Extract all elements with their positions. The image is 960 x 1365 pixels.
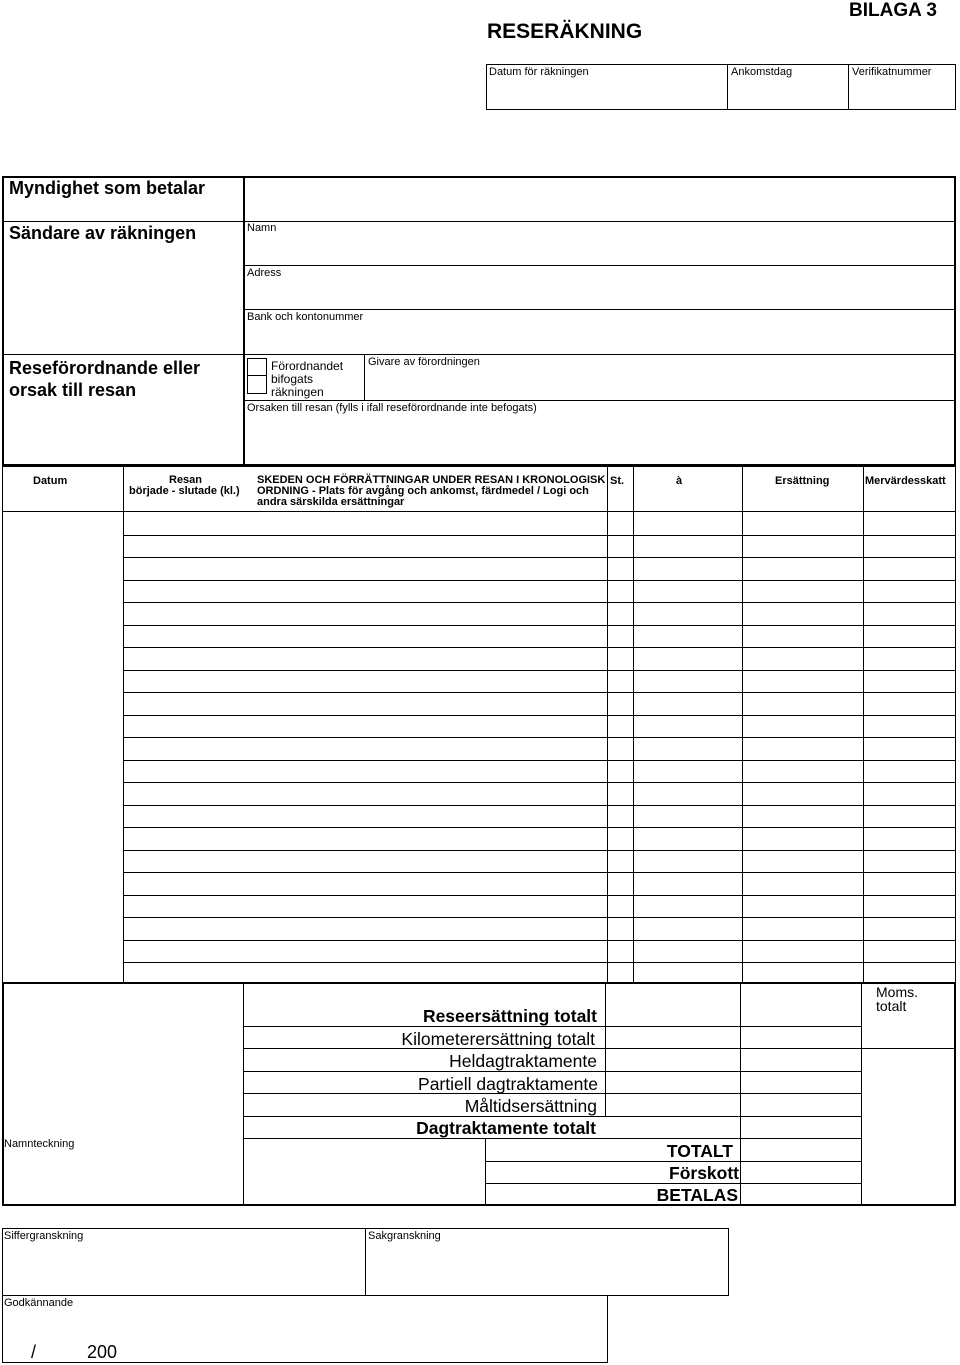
address-field[interactable]: Adress <box>247 267 282 279</box>
travel-total-value[interactable] <box>742 1006 860 1026</box>
col-trip-header-2: började - slutade (kl.) <box>129 485 240 497</box>
sender-label: Sändare av räkningen <box>9 223 197 243</box>
approval-field[interactable]: Godkännande <box>4 1297 74 1309</box>
col-trip-header-1: Resan <box>169 474 203 486</box>
partial-allowance-label: Partiell dagtraktamente <box>418 1074 598 1094</box>
approval-year-prefix: 200 <box>87 1342 118 1362</box>
col-stages-header-3: andra särskilda ersättningar <box>257 496 405 508</box>
amount-payable-value[interactable] <box>742 1185 860 1205</box>
order-giver-field[interactable]: Givare av förordningen <box>368 356 480 368</box>
grand-total-value[interactable] <box>742 1141 860 1161</box>
date-of-bill-field[interactable]: Datum för räkningen <box>489 66 589 78</box>
approval-date-slash: / <box>31 1342 37 1362</box>
meal-comp-label: Måltidsersättning <box>464 1096 597 1116</box>
travel-order-title: Reseförordnande eller <box>9 358 201 378</box>
itinerary-grid-lines <box>2 466 956 982</box>
advance-label: Förskott <box>669 1163 739 1183</box>
order-attached-label-1: Förordnandet <box>271 359 344 373</box>
col-vat-header: Mervärdesskatt <box>865 475 946 487</box>
vat-total-label-2: totalt <box>876 998 907 1014</box>
col-stages-header-2: ORDNING - Plats för avgång och ankomst, färdmedel / Logi och <box>257 485 589 497</box>
payer-label: Myndighet som betalar <box>9 178 206 198</box>
form-title: RESERÄKNING <box>487 20 643 43</box>
order-attached-label-3: räkningen <box>271 385 324 399</box>
col-qty-header: St. <box>610 475 625 487</box>
col-date-header: Datum <box>33 475 68 487</box>
travel-total-label: Reseersättning totalt <box>422 1006 597 1026</box>
advance-value[interactable] <box>742 1163 860 1183</box>
col-unit-header: à <box>676 475 683 487</box>
allowance-total-label: Dagtraktamente totalt <box>416 1118 596 1138</box>
signature-field[interactable]: Namnteckning <box>4 1138 75 1150</box>
appendix-label: BILAGA 3 <box>849 0 937 21</box>
arrival-date-field[interactable]: Ankomstdag <box>731 66 793 78</box>
order-attached-checkbox[interactable] <box>247 358 267 376</box>
bank-account-field[interactable]: Bank och kontonummer <box>247 311 364 323</box>
order-attached-checkbox-lower[interactable] <box>247 376 267 394</box>
payer-field[interactable] <box>246 178 954 220</box>
travel-reason-title: orsak till resan <box>9 380 137 400</box>
order-attached-label-2: bifogats <box>271 372 314 386</box>
km-total-label: Kilometerersättning totalt <box>401 1029 595 1049</box>
content-check-field[interactable]: Sakgranskning <box>368 1230 441 1242</box>
voucher-number-field[interactable]: Verifikatnummer <box>852 66 932 78</box>
travel-reason-field[interactable]: Orsaken till resan (fylls i ifall reseförordnande inte befogats) <box>247 402 537 414</box>
figure-check-field[interactable]: Siffergranskning <box>4 1230 84 1242</box>
itinerary-table <box>2 466 956 982</box>
amount-payable-label: BETALAS <box>656 1185 738 1205</box>
vat-total-label-1: Moms. <box>876 984 918 1000</box>
full-allowance-label: Heldagtraktamente <box>449 1051 597 1071</box>
name-field[interactable]: Namn <box>247 222 277 234</box>
col-stages-header-1: SKEDEN OCH FÖRRÄTTNINGAR UNDER RESAN I KRONOLOGISK <box>257 474 606 486</box>
col-comp-header: Ersättning <box>775 475 830 487</box>
grand-total-label: TOTALT <box>666 1141 733 1161</box>
